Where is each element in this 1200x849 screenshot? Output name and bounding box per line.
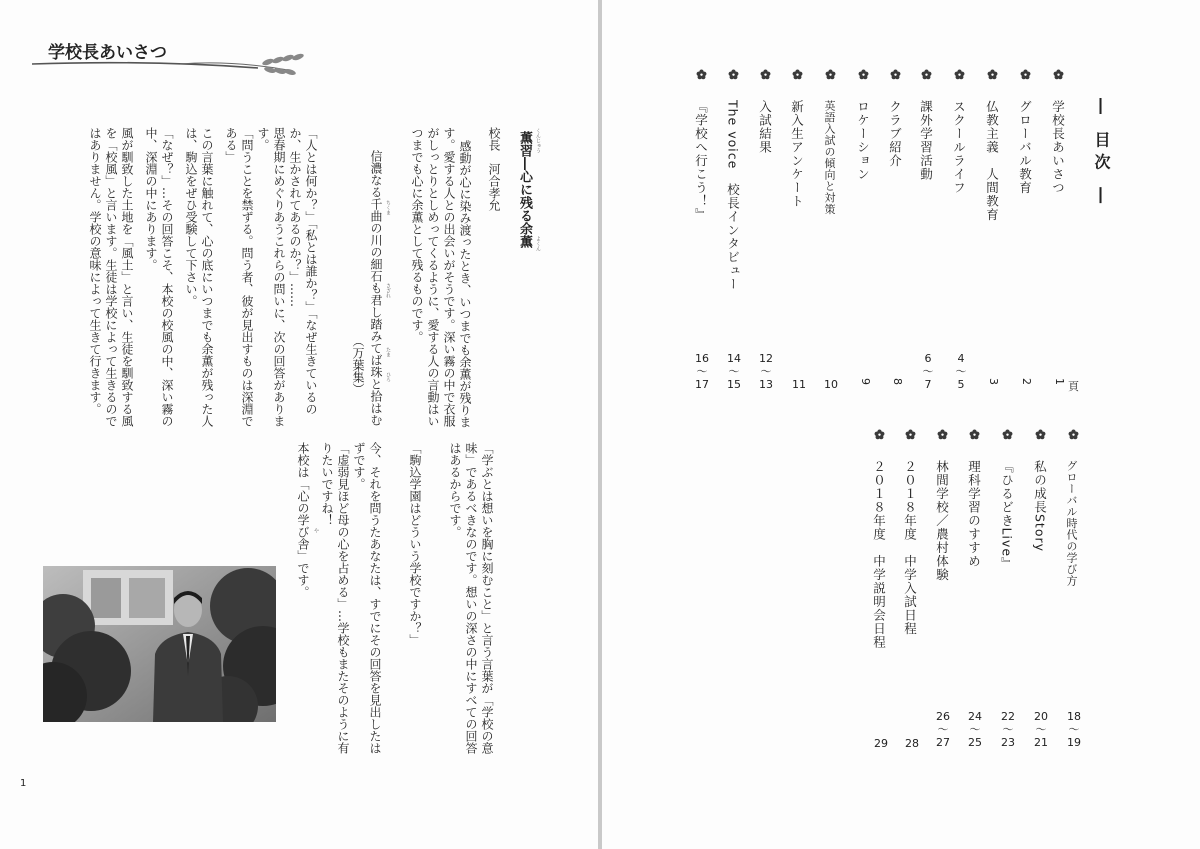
flower-icon <box>890 69 901 80</box>
right-page <box>602 0 1200 849</box>
toc-item-label: 『ひるどきLive』 <box>999 460 1015 571</box>
toc-item-page: 8 <box>891 378 904 385</box>
toc-title: ― 目次 ― <box>1092 98 1111 210</box>
heading-main: 薫習―心に残る余薫 <box>517 131 532 248</box>
p8-line1: 「駒込学園はどういう学校ですか？」 <box>408 442 422 646</box>
p9-line3: 「虚弱見ほど母の心を占める」…学校もまたそのように有 <box>336 442 350 754</box>
toc-item-page: 9 <box>859 378 872 385</box>
p10-line1: 本校は「心の学び舎」です。 <box>296 442 310 598</box>
toc-item-label: 学校長あいさつ <box>1050 100 1066 195</box>
toc-item-label: 課外学習活動 <box>918 100 934 181</box>
toc-item-page: 26 〜 27 <box>936 710 950 749</box>
flower-icon <box>1020 69 1031 80</box>
flower-icon <box>1035 429 1046 440</box>
toc-item-label: 新入生アンケート <box>789 100 805 208</box>
p9-line4: りたいですね！ <box>320 442 334 526</box>
principal-photo <box>43 566 276 722</box>
flower-icon <box>1068 429 1079 440</box>
toc-item-label: 入試結果 <box>757 100 773 154</box>
toc-item-page: 11 <box>792 378 806 391</box>
p1-line3: がしっとりとしめってくるように、愛する人の言動はい <box>426 127 440 427</box>
p2-line2: か、生かされてあるのか？」…… <box>288 127 302 307</box>
p7-line3: はあるからです。 <box>448 442 462 538</box>
toc-item-page: 4 〜 5 <box>955 352 967 391</box>
toc-item-page: 1 <box>1053 378 1066 385</box>
toc-item-label: The voice 校長インタビュー <box>725 100 741 291</box>
left-page <box>0 0 598 849</box>
toc-item-label: 『学校へ行こう！』 <box>693 100 709 222</box>
toc-item-page: 10 <box>824 378 838 391</box>
ruby-hiro: ひろ <box>385 372 391 382</box>
p5-line2: 中、深淵の中にあります。 <box>144 127 158 271</box>
flower-icon <box>954 69 965 80</box>
flower-icon <box>937 429 948 440</box>
ruby-chikuma: ちくま <box>385 200 391 215</box>
ruby-ya: や <box>313 528 319 533</box>
flower-icon <box>987 69 998 80</box>
flower-icon <box>969 429 980 440</box>
ruby-sazare: さざれ <box>385 283 391 298</box>
toc-item-label: 林間学校／農村体験 <box>934 460 950 582</box>
toc-item-page: 14 〜 15 <box>727 352 741 391</box>
p7-line1: 「学ぶとは想いを胸に刻むこと」と言う言葉が「学校の意 <box>480 442 494 754</box>
poem-text: 信濃なる千曲の川の細石も君し踏みてば珠と拾はむ <box>369 150 383 426</box>
p6-line3: はありません。学校の意味によって生きて行きます。 <box>88 127 102 415</box>
p1-line4: つまでも心に余薫として残るものです。 <box>410 127 424 343</box>
flower-icon <box>1053 69 1064 80</box>
toc-item-page: 24 〜 25 <box>968 710 982 749</box>
flower-icon <box>1002 429 1013 440</box>
flower-icon <box>921 69 932 80</box>
p3-line1: 「問うことを禁ずる。問う者、彼が見出すものは深淵で <box>240 127 254 427</box>
toc-item-page: 18 〜 19 <box>1067 710 1081 749</box>
p9-line2: ずです。 <box>352 442 366 490</box>
toc-item-page: 28 <box>905 737 919 750</box>
p7-line2: 味」であるべきなのです。想いの深さの中にすべての回答 <box>464 442 478 754</box>
flower-icon <box>760 69 771 80</box>
p2-line3: 思春期にめぐりあうこれらの問いに、次の回答がありま <box>272 127 286 427</box>
wheat-ornament <box>30 48 310 78</box>
p2-line1: 「人とは何か？」「私とは誰か？」「なぜ生きているの <box>304 127 318 415</box>
flower-icon <box>696 69 707 80</box>
p9-line1: 今、それを問うたあなたは、すでにその回答を見出したは <box>368 442 382 754</box>
toc-page-label: 頁 <box>1068 380 1079 393</box>
toc-item-page: 22 〜 23 <box>1001 710 1015 749</box>
p1-line1: 感動が心に染み渡ったとき、いつまでも余薫が残りま <box>458 140 472 428</box>
p3-line2: ある」 <box>224 127 238 163</box>
toc-item-label: ２０１８年度 中学入試日程 <box>902 460 918 636</box>
flower-icon <box>858 69 869 80</box>
page-number-left: 1 <box>20 778 27 789</box>
toc-item-label: 私の成長Story <box>1032 460 1048 553</box>
toc-item-label: ロケーション <box>855 100 871 181</box>
p4-line2: は、駒込をぜひ受験して下さい。 <box>184 127 198 307</box>
p2-line4: す。 <box>256 127 270 151</box>
toc-item-label: 理科学習のすすめ <box>966 460 982 568</box>
ruby-yokun: よくん <box>535 236 541 251</box>
toc-item-page: 29 <box>874 737 888 750</box>
p6-line2: を「校風」と言います。生徒は学校によって生きるので <box>104 127 118 427</box>
principal-label: 校長 河合孝允 <box>487 127 501 211</box>
poem-source: （万葉集） <box>351 335 365 395</box>
flower-icon <box>825 69 836 80</box>
toc-item-page: 6 〜 7 <box>922 352 934 391</box>
p6-line1: 風が馴致した土地を「風土」と言い、生徒を馴致する風 <box>120 127 134 427</box>
section-title: 学校長あいさつ <box>48 43 167 63</box>
flower-icon <box>874 429 885 440</box>
toc-item-label: グローバル時代の学び方 <box>1065 460 1078 587</box>
toc-item-label: クラブ紹介 <box>887 100 903 168</box>
toc-item-page: 3 <box>987 378 1000 385</box>
toc-item-page: 20 〜 21 <box>1034 710 1048 749</box>
toc-item-label: ２０１８年度 中学説明会日程 <box>871 460 887 649</box>
toc-item-label: グローバル教育 <box>1017 100 1033 195</box>
ruby-kunju: くんじゅう <box>535 128 541 153</box>
ruby-tama: たま <box>385 347 391 357</box>
p1-line2: す。愛する人との出会いがそうです。深い霧の中で衣服 <box>442 127 456 427</box>
toc-item-label: スクールライフ <box>951 100 967 195</box>
flower-icon <box>728 69 739 80</box>
p5-line1: 「なぜ？」…その回答こそ、本校の校風の中、深い霧の <box>160 127 174 427</box>
toc-item-label: 英語入試の傾向と対策 <box>823 100 836 215</box>
toc-item-page: 16 〜 17 <box>695 352 709 391</box>
toc-item-page: 2 <box>1020 378 1033 385</box>
flower-icon <box>905 429 916 440</box>
toc-item-label: 仏教主義 人間教育 <box>984 100 1000 222</box>
flower-icon <box>792 69 803 80</box>
toc-item-page: 12 〜 13 <box>759 352 773 391</box>
p4-line1: この言葉に触れて、心の底にいつまでも余薫が残った人 <box>200 127 214 427</box>
